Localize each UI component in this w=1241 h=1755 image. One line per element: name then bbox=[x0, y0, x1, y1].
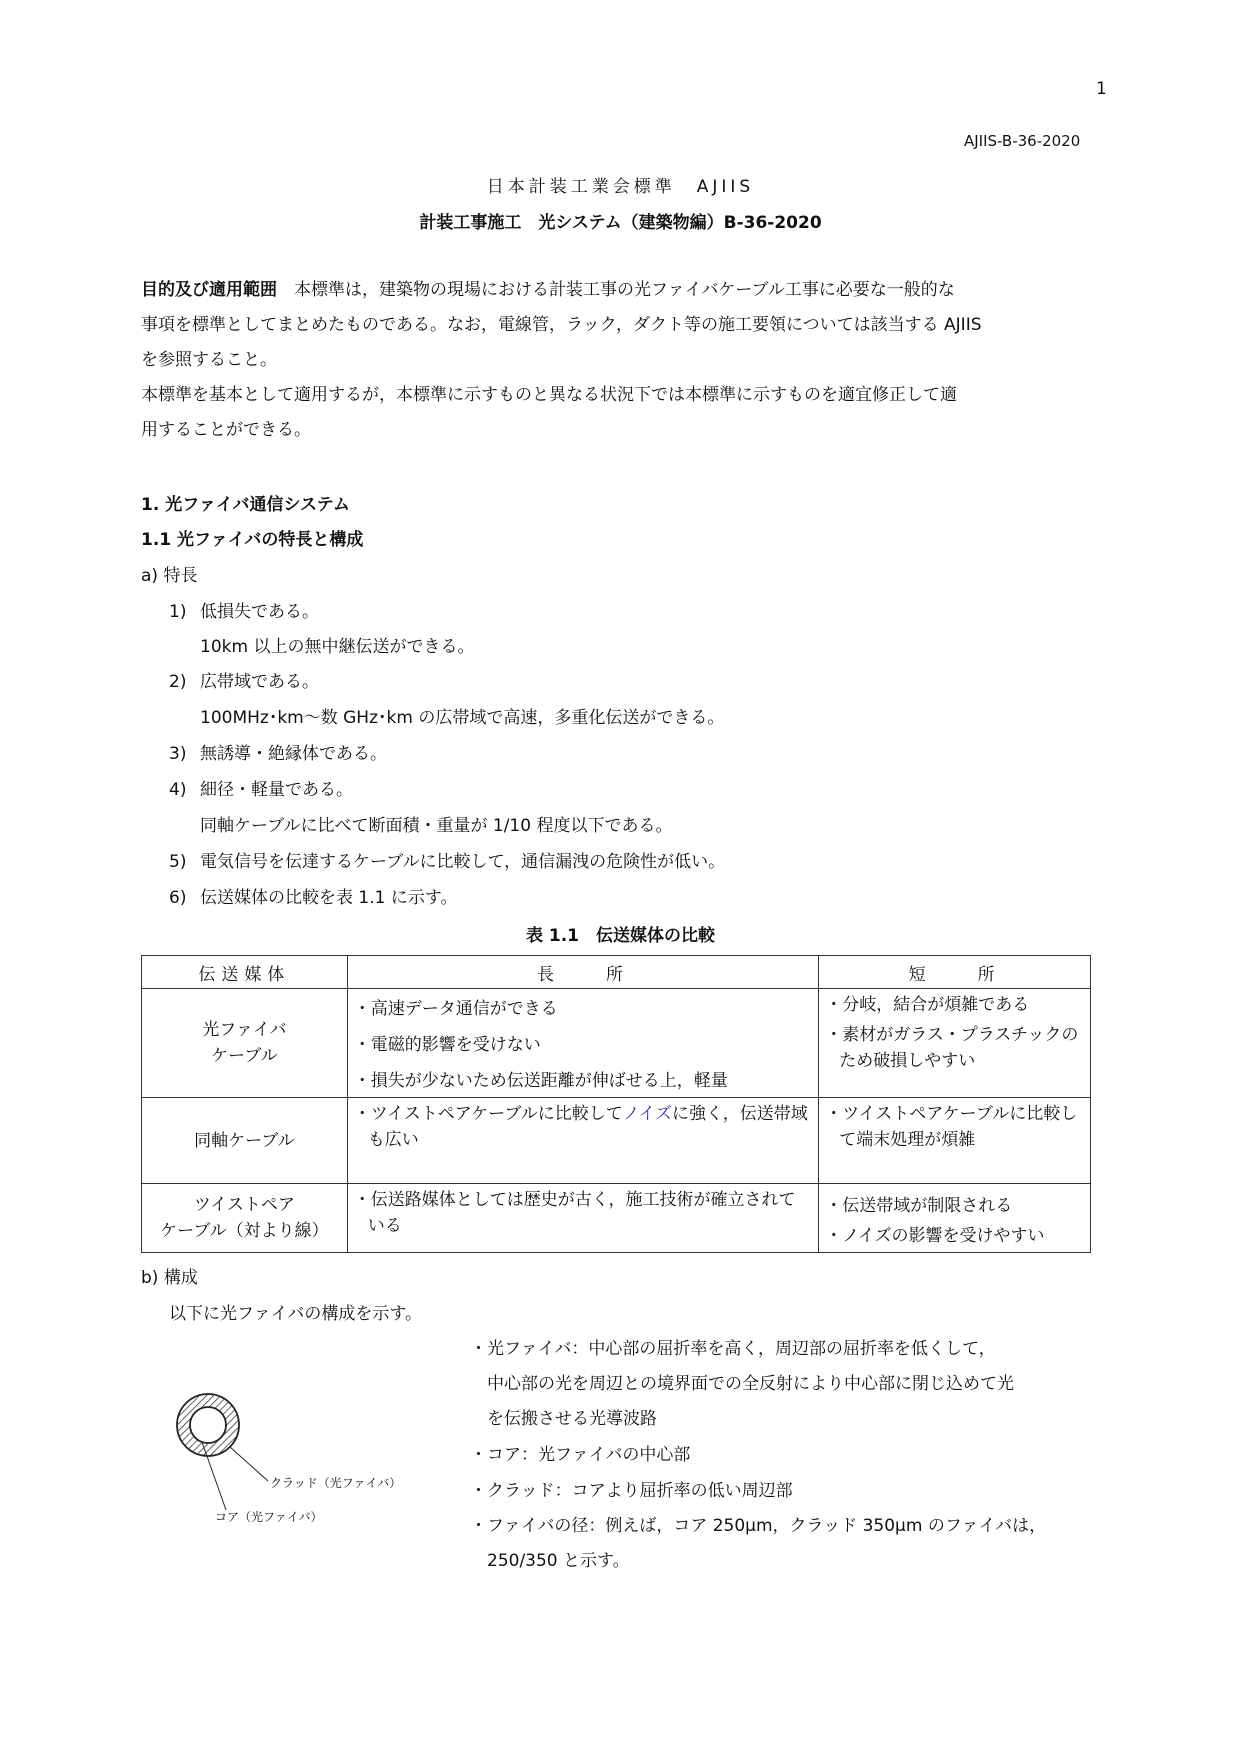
scope-line-4: 本標準を基本として適用するが，本標準に示すものと異なる状況下では本標準に示すものを適宜修正して適 bbox=[141, 385, 957, 405]
media-name-line: 同軸ケーブル bbox=[194, 1130, 295, 1151]
document-id: AJIIS-B-36-2020 bbox=[964, 132, 1081, 150]
pros-item bbox=[354, 1101, 812, 1153]
definition-line: を伝搬させる光導波路 bbox=[470, 1409, 657, 1429]
pros-item: ・電磁的影響を受けない bbox=[353, 1035, 541, 1055]
feature-1-detail: 10km 以上の無中継伝送ができる。 bbox=[200, 637, 475, 657]
pros-item: ・高速データ通信ができる bbox=[353, 999, 558, 1019]
pros-text: に強く，伝送帯域も広い bbox=[367, 1104, 808, 1150]
cons-item: ・伝送帯域が制限される bbox=[825, 1196, 1013, 1216]
structure-intro: 以下に光ファイバの構成を示す。 bbox=[169, 1304, 422, 1324]
pros-noise-word: ノイズ bbox=[622, 1104, 673, 1124]
cons-item: ・ノイズの影響を受けやすい bbox=[825, 1226, 1045, 1246]
table-caption: 表 1.1 伝送媒体の比較 bbox=[525, 926, 716, 946]
feature-2-detail: 100MHz･km～数 GHz･km の広帯域で高速，多重化伝送ができる。 bbox=[200, 708, 725, 728]
table-row bbox=[142, 1098, 1091, 1184]
core-label: コア（光ファイバ） bbox=[215, 1510, 323, 1524]
feature-4-detail: 同軸ケーブルに比べて断面積・重量が 1/10 程度以下である。 bbox=[200, 816, 673, 836]
clad-label: クラッド（光ファイバ） bbox=[270, 1476, 402, 1490]
definition-line: ・ファイバの径：例えば，コア 250μm，クラッド 350μm のファイバは， bbox=[470, 1516, 1047, 1536]
definition-line: ・光ファイバ：中心部の屈折率を高く，周辺部の屈折率を低くして， bbox=[470, 1339, 996, 1359]
definition-line: ・コア：光ファイバの中心部 bbox=[470, 1445, 691, 1465]
media-name-line: ツイストペア bbox=[193, 1195, 295, 1215]
scope-line-2: 事項を標準としてまとめたものである。なお，電線管，ラック，ダクト等の施工要領については該当する AJIIS bbox=[141, 315, 982, 335]
cons-cell bbox=[819, 989, 1091, 1098]
table-header-pros: 長 所 bbox=[347, 956, 818, 989]
cons-cell bbox=[819, 1098, 1091, 1184]
table-row bbox=[142, 989, 1091, 1098]
clad-leader-line bbox=[230, 1447, 268, 1481]
scope-line-5: 用することができる。 bbox=[141, 420, 311, 440]
core-circle bbox=[190, 1407, 226, 1443]
definition-line: 中心部の光を周辺との境界面での全反射により中心部に閉じ込めて光 bbox=[470, 1374, 1014, 1394]
feature-3-text: 無誘導・絶縁体である。 bbox=[200, 744, 387, 764]
pros-item: ・伝送路媒体としては歴史が古く，施工技術が確立されている bbox=[353, 1190, 796, 1236]
table-row bbox=[142, 1184, 1091, 1253]
cons-item: ・分岐，結合が煩雑である bbox=[825, 995, 1030, 1015]
scope-line-1 bbox=[141, 278, 955, 302]
pros-item: ・損失が少ないため伝送距離が伸ばせる上，軽量 bbox=[353, 1071, 728, 1091]
table-header-row bbox=[142, 956, 1091, 989]
feature-5-num: 5) bbox=[169, 852, 187, 872]
pros-cell bbox=[347, 1098, 818, 1184]
feature-6-text: 伝送媒体の比較を表 1.1 に示す。 bbox=[200, 888, 458, 908]
table-header-cons: 短 所 bbox=[819, 956, 1091, 989]
feature-4-num: 4) bbox=[169, 780, 187, 800]
feature-4-text: 細径・軽量である。 bbox=[200, 780, 353, 800]
media-name-line: 光ファイバ bbox=[202, 1020, 287, 1040]
feature-2-text: 広帯域である。 bbox=[200, 672, 319, 692]
media-comparison-table bbox=[141, 955, 1091, 1253]
media-cell bbox=[142, 989, 348, 1098]
media-name-line: ケーブル bbox=[211, 1046, 278, 1066]
media-cell bbox=[142, 1184, 348, 1253]
media-cell bbox=[142, 1098, 348, 1184]
definition-line: 250/350 と示す。 bbox=[470, 1551, 630, 1571]
page-number: 1 bbox=[1096, 79, 1107, 99]
section-1-heading: 1. 光ファイバ通信システム bbox=[141, 495, 350, 515]
feature-1-text: 低損失である。 bbox=[200, 602, 319, 622]
features-heading: a) 特長 bbox=[141, 566, 198, 586]
table-header-media: 伝送媒体 bbox=[142, 956, 348, 989]
pros-text: ・ツイストペアケーブルに比較して bbox=[353, 1104, 623, 1124]
cons-cell bbox=[819, 1184, 1091, 1253]
feature-1-num: 1) bbox=[169, 602, 187, 622]
standard-title: 計装工事施工 光システム（建築物編）B-36-2020 bbox=[419, 213, 822, 233]
feature-2-num: 2) bbox=[169, 672, 187, 692]
pros-cell bbox=[347, 1184, 818, 1253]
section-1-1-heading: 1.1 光ファイバの特長と構成 bbox=[141, 530, 364, 550]
structure-heading: b) 構成 bbox=[141, 1268, 198, 1288]
standard-name: 日本計装工業会標準 AJIIS bbox=[486, 177, 755, 197]
scope-line-3: を参照すること。 bbox=[141, 350, 277, 370]
cons-item: ・ツイストペアケーブルに比較して端末処理が煩雑 bbox=[825, 1104, 1078, 1150]
feature-6-num: 6) bbox=[169, 888, 187, 908]
scope-label: 目的及び適用範囲 bbox=[141, 280, 277, 300]
feature-3-num: 3) bbox=[169, 744, 187, 764]
definition-line: ・クラッド：コアより屈折率の低い周辺部 bbox=[470, 1481, 793, 1501]
scope-text-1: 本標準は，建築物の現場における計装工事の光ファイバケーブル工事に必要な一般的な bbox=[277, 280, 955, 300]
pros-cell bbox=[347, 989, 818, 1098]
media-name-line: ケーブル（対より線） bbox=[160, 1221, 329, 1241]
cons-item: ・素材がガラス・プラスチックのため破損しやすい bbox=[825, 1025, 1079, 1071]
feature-5-text: 電気信号を伝達するケーブルに比較して，通信漏洩の危険性が低い。 bbox=[200, 852, 726, 872]
